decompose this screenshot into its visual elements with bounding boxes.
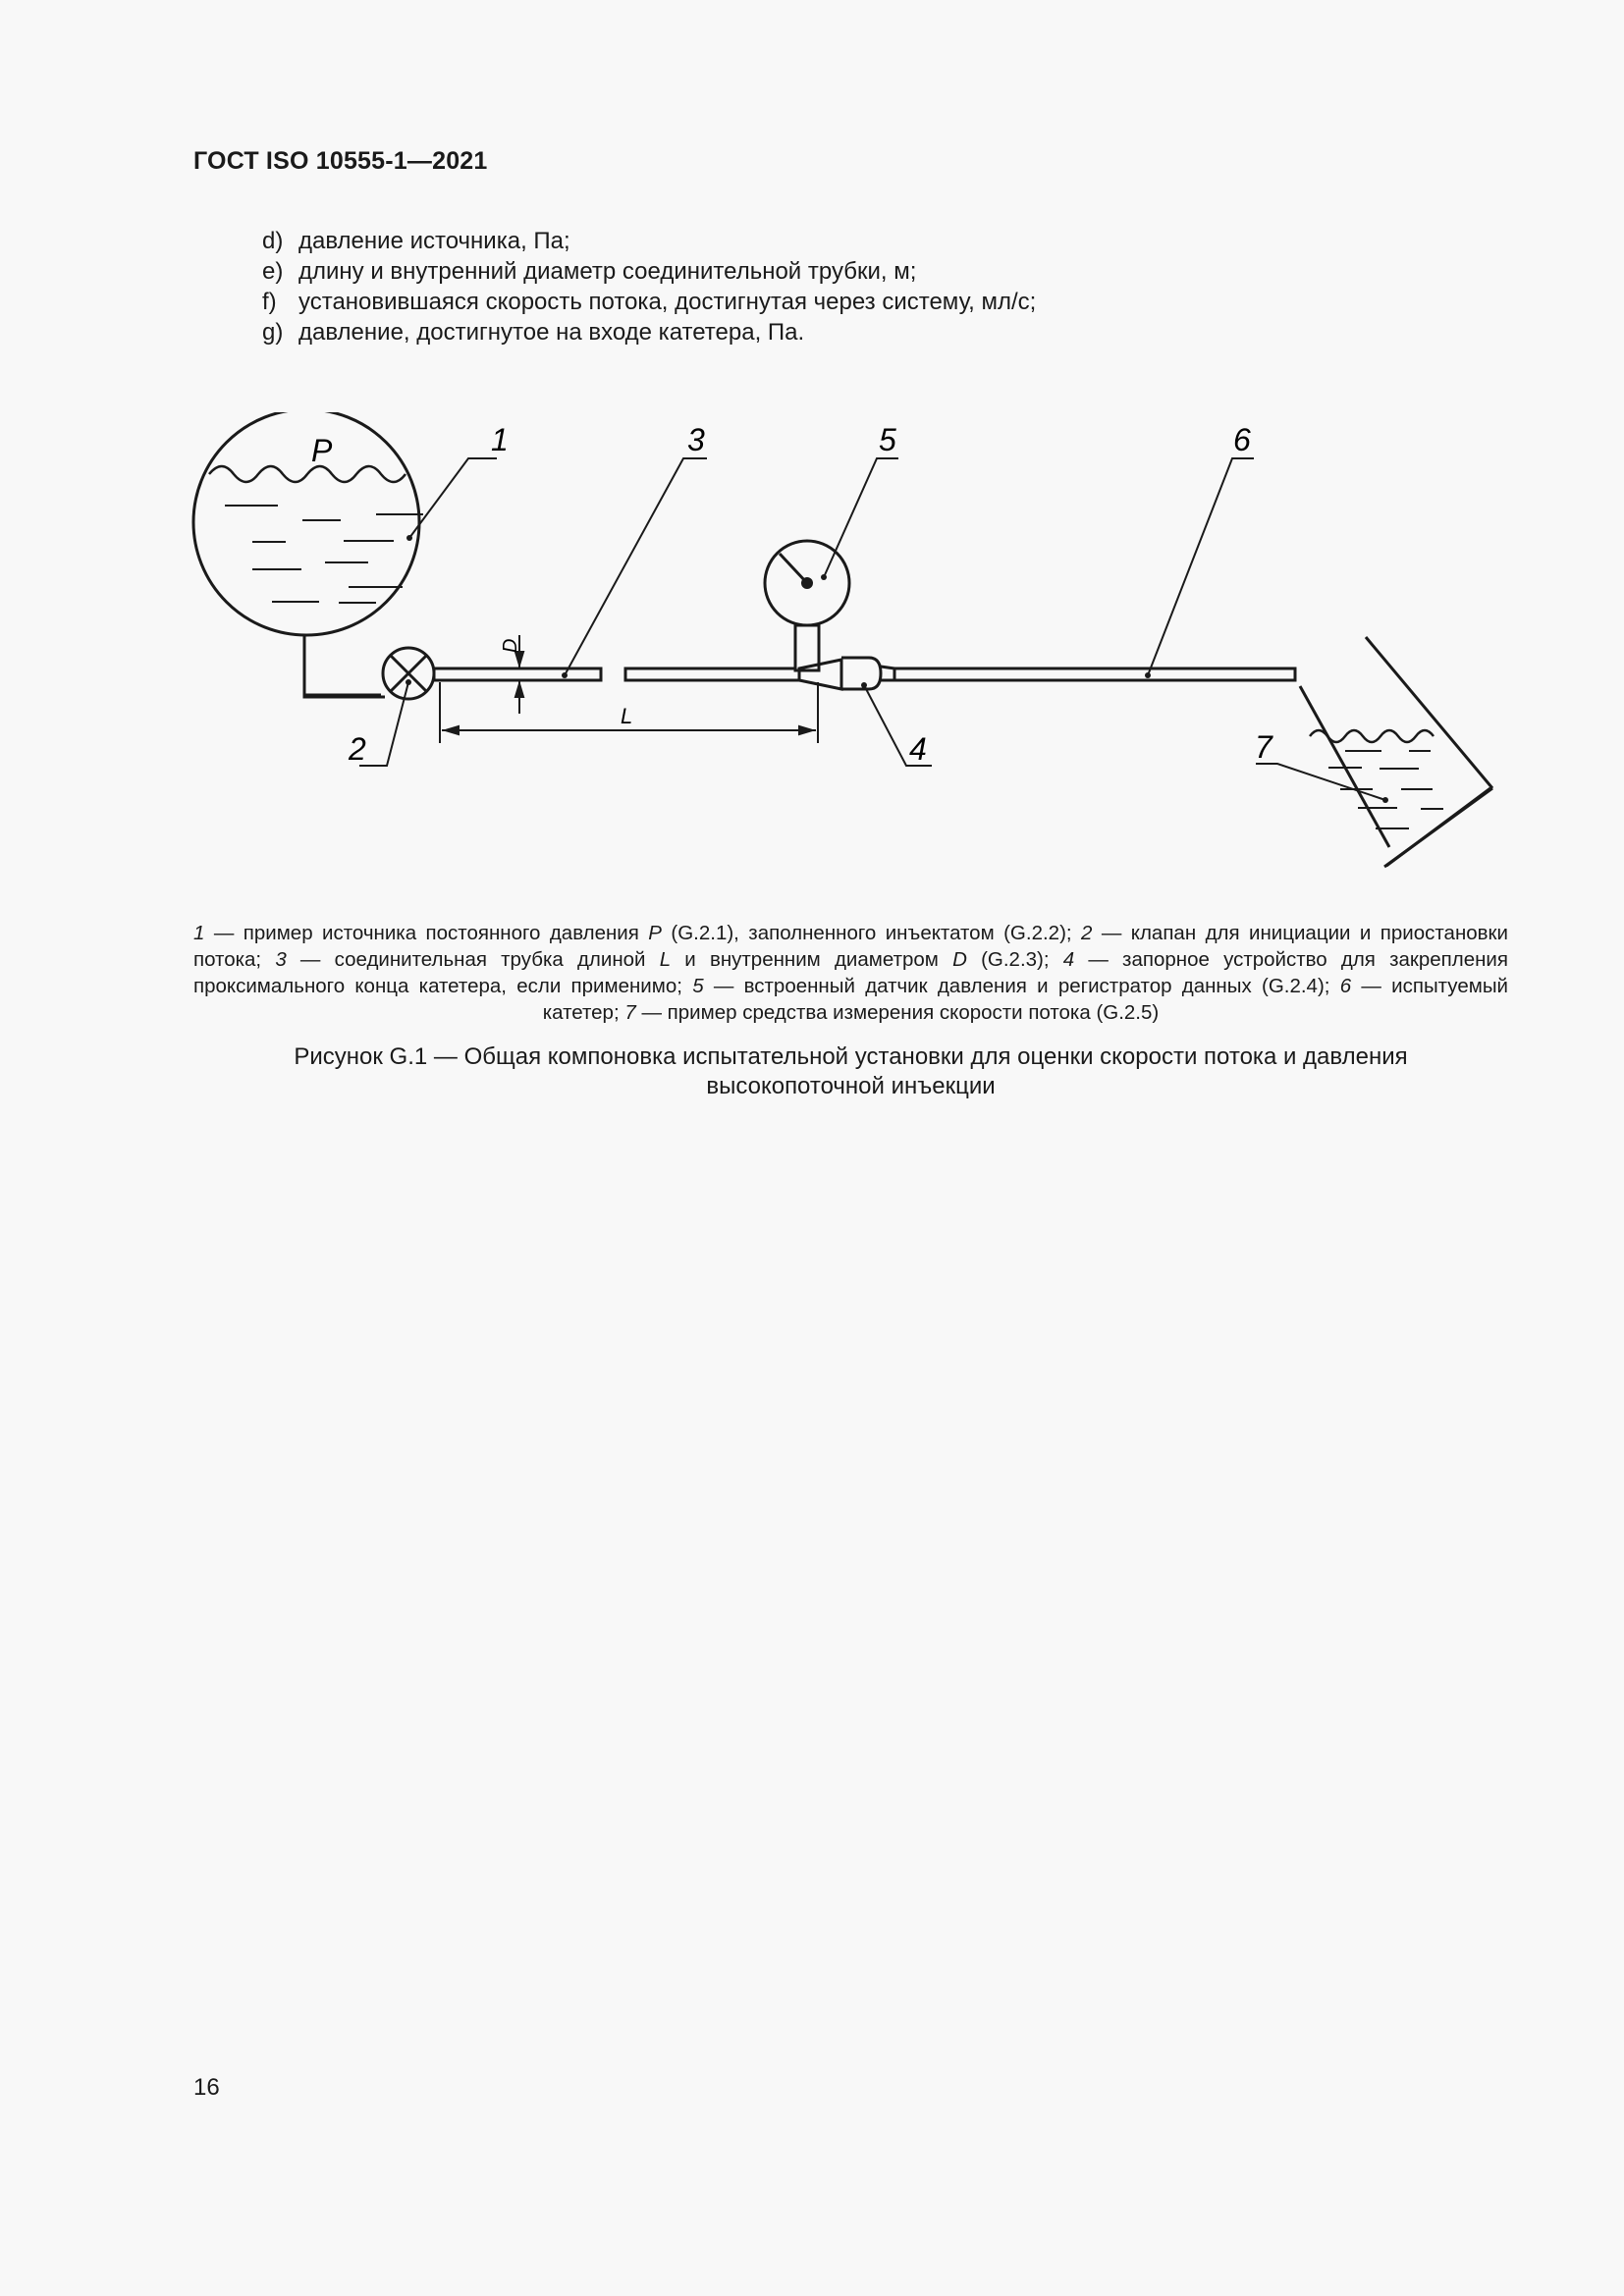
figure-legend [193, 920, 1508, 1026]
legend-text: — пример источника постоянного давления [204, 922, 649, 944]
label-5: 5 [879, 422, 896, 457]
label-pressure-p: P [311, 433, 333, 468]
list-item-text: установившаяся скорость потока, достигнутая через систему, мл/с; [298, 289, 1037, 315]
test-setup-diagram [191, 412, 1517, 874]
connecting-tube [434, 668, 799, 680]
legend-number: 2 [1081, 922, 1093, 944]
label-diameter-d: D [500, 638, 521, 653]
pressure-gauge [765, 541, 849, 670]
caption-line: Рисунок G.1 — Общая компоновка испытательной установки для оценки скорости потока и давления [294, 1043, 1408, 1070]
caption-line: высокопоточной инъекции [706, 1073, 996, 1099]
list-marker: g) [262, 319, 284, 346]
list-item-text: давление, достигнутое на входе катетера, Па. [298, 319, 805, 346]
list-marker: d) [262, 228, 284, 254]
legend-variable: D [952, 948, 967, 971]
list-item [262, 317, 1036, 347]
legend-text: — запорное устройство для закрепления проксимального конца катетера, если применимо; [193, 948, 1508, 997]
legend-text: — испытуемый катетер; [542, 975, 1508, 1024]
label-6: 6 [1233, 422, 1251, 457]
list-item [262, 256, 1036, 287]
figure-g1 [191, 412, 1517, 874]
legend-text: — пример средства измерения скорости потока (G.2.5) [635, 1001, 1160, 1024]
list-item-text: давление источника, Па; [298, 228, 570, 254]
document-header: ГОСТ ISO 10555-1—2021 [193, 147, 488, 175]
label-length-l: L [621, 704, 633, 728]
legend-text: (G.2.1), заполненного инъектатом (G.2.2); [661, 922, 1082, 944]
requirements-list [262, 226, 1036, 347]
label-7: 7 [1255, 729, 1272, 765]
legend-number: 4 [1062, 948, 1075, 971]
list-item [262, 226, 1036, 256]
list-item-text: длину и внутренний диаметр соединительной трубки, м; [298, 258, 917, 285]
legend-number: 6 [1339, 975, 1352, 997]
list-item [262, 287, 1036, 317]
legend-number: 3 [275, 948, 287, 971]
legend-number: 5 [692, 975, 704, 997]
list-marker: e) [262, 258, 284, 285]
legend-variable: P [648, 922, 662, 944]
label-1: 1 [491, 422, 509, 457]
leader-lines [359, 458, 1385, 800]
legend-text: (G.2.3); [966, 948, 1063, 971]
legend-text: — клапан для инициации и приостановки потока; [193, 922, 1508, 971]
figure-caption [193, 1042, 1508, 1101]
legend-text: и внутренним диаметром [671, 948, 953, 971]
list-marker: f) [262, 289, 277, 315]
flow-valve [304, 639, 434, 699]
page-number: 16 [193, 2074, 220, 2101]
label-4: 4 [909, 731, 927, 767]
legend-text: — встроенный датчик давления и регистратор данных (G.2.4); [703, 975, 1340, 997]
legend-number: 1 [193, 922, 205, 944]
legend-text: — соединительная трубка длиной [286, 948, 660, 971]
legend-number: 7 [624, 1001, 636, 1024]
label-3: 3 [687, 422, 705, 457]
pressure-source-vessel [193, 412, 423, 635]
legend-variable: L [659, 948, 672, 971]
collection-vessel [1300, 637, 1492, 867]
label-2: 2 [349, 731, 366, 767]
test-catheter [894, 668, 1295, 680]
